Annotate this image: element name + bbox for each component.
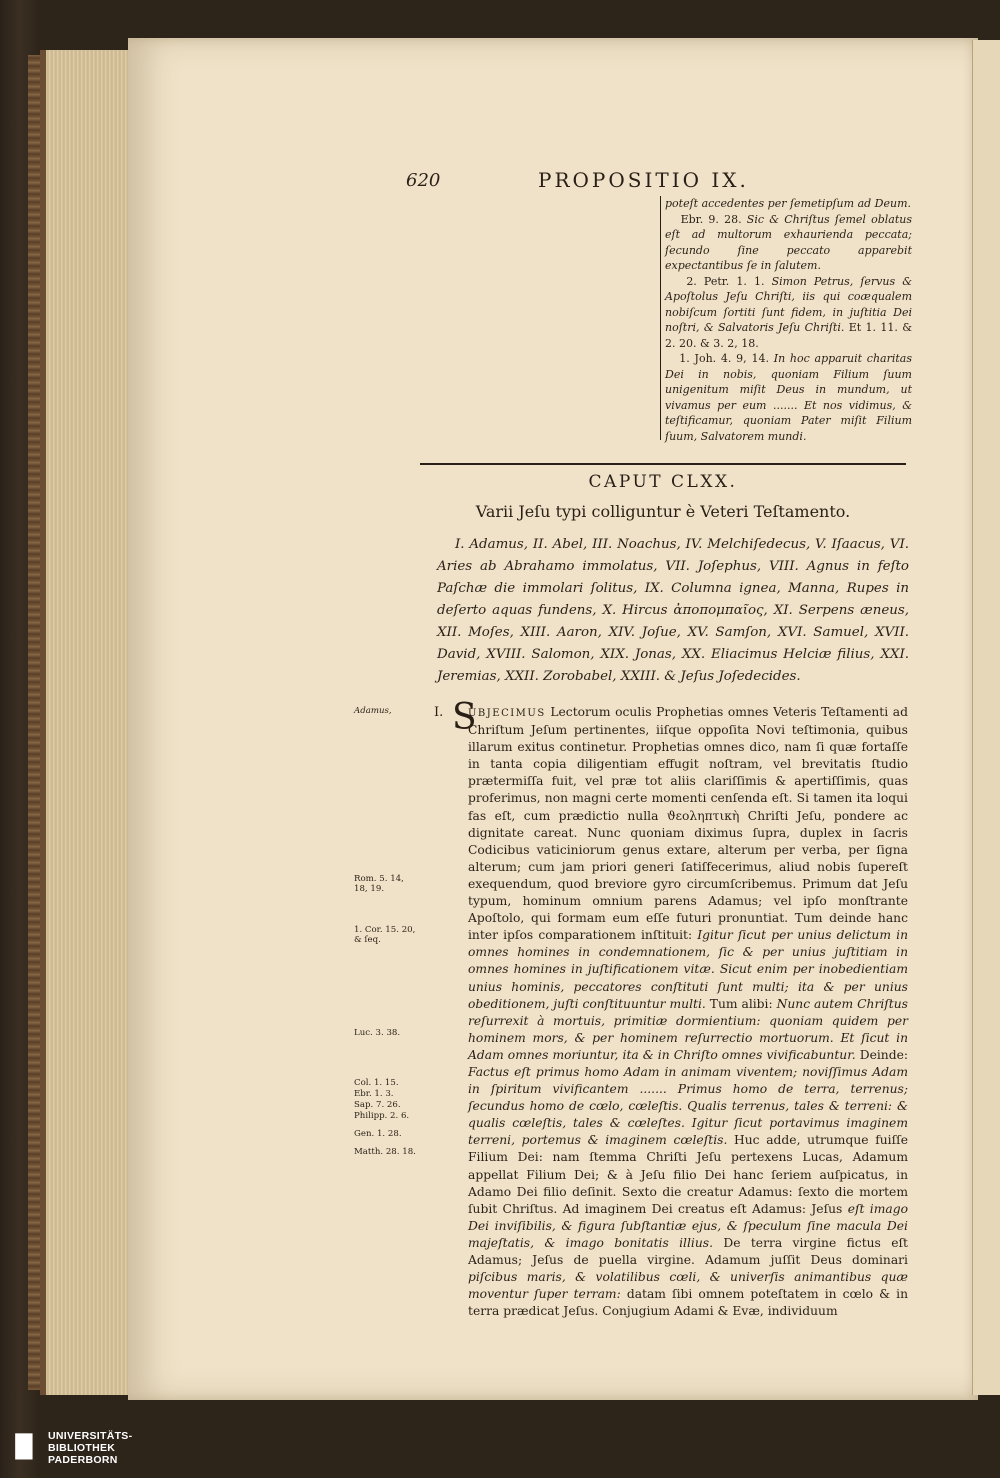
continued-citations-block [660,196,913,443]
citation-ref: 1. Joh. 4. 9, 14. [679,352,769,365]
citation-line: poteſt accedentes per ſemetipſum ad Deum. [665,197,912,210]
quotation: Nunc autem Chriſtus reſurrexit à mortuis, primitiæ dormientium: quoniam quidem per hominem mors, & per hominem reſurrectio mortuorum. Et ſicut in Adam omnes moriuntur, ita & in Chriſto omnes vivificabuntur. [468,996,908,1062]
citation-text: Sic & Chriſtus ſemel oblatus eſt ad multorum exhaurienda peccata; ſecundo ſine peccato apparebit expectantibus ſe in ſalutem. [665,212,913,272]
citation-ref: Ebr. 9. 28. [680,212,742,226]
facing-page-edge [972,40,1000,1395]
body-text-run: Deinde: [859,1047,908,1062]
drop-cap: S [452,697,477,738]
chapter-rule [420,463,906,465]
library-logo-icon: █ [15,1435,33,1460]
margin-note-philipp: Philipp. 2. 6. [354,1111,410,1121]
running-head: PROPOSITIO IX. [538,168,749,192]
logo-line: UNIVERSITÄTS- [48,1430,133,1442]
citation-text: In hoc apparuit charitas Dei in nobis, quoniam Filium ſuum unigenitum miſit Deus in mundum, ut vivamus per eum ....... Et nos vidimus, & teſtificamur, quoniam Pater miſit Filium ſuum, Salvatorem mundi. [665,352,912,443]
margin-note-adamus: Adamus, [354,706,392,716]
quotation: Factus eſt primus homo Adam in animam viventem; noviſſimus Adam in ſpiritum vivificantem ....... Primus homo de terra, terrenus; ſecundus homo de cœlo, cœleſtis. Qualis terrenus, tales & terreni: & qualis cœleſtis, tales & cœleſtes. Igitur ſicut portavimus imaginem terreni, portemus & imaginem cœleſtis. [468,1064,908,1148]
body-text-run: datam ſibi omnem poteſtatem in cœlo & in terra prædicat Jeſus. Conjugium Adami & Evæ, individuum [468,1287,908,1319]
margin-note-luc: Luc. 3. 38. [354,1028,401,1038]
body-text-run: Tum alibi: [709,996,773,1011]
citation-ebr [665,212,912,274]
body-text-run: Huc adde, utrumque fuiſſe Filium Dei: nam ſtemma Chriſti Jeſu pertexens Lucas, Adamum appellat Filium Dei; & à Jeſu filio Dei hanc ſeriem auſpicatus, in Adamo Dei filio deſinit. Sexto die creatur Adamus: ſexto die mortem ſubit Chriſtus. Ad imaginem Dei creatus eſt Adamus: Jeſus [468,1133,908,1216]
margin-note-matth: Matth. 28. 18. [354,1147,416,1157]
citation-petr [665,274,912,352]
small-caps-word: UBJECIMUS [468,708,546,719]
margin-note-col: Col. 1. 15. [354,1078,399,1088]
margin-note-rom: Rom. 5. 14, 18, 19. [354,874,404,894]
summary-text: I. Adamus, II. Abel, III. Noachus, IV. Melchiſedecus, V. Iſaacus, VI. Aries ab Abrahamo immolatus, VII. Joſephus, VIII. Agnus in feſto Paſchæ die immolari ſolitus, IX. Columna ignea, Manna, Rupes in deſerto aquas fundens, X. Hircus ἀποπομπαῖος, XI. Serpens æneus, XII. Moſes, XIII. Aaron, XIV. Joſue, XV. Samſon, XVI. Samuel, XVII. David, XVIII. Salomon, XIX. Jonas, XX. Eliacimus Helciæ filius, XXI. Jeremias, XXII. Zorobabel, XXIII. & Jeſus Joſedecides. [437,537,909,684]
page-header [400,166,800,192]
citation-ref: Et 1. 11. & 2. 20. & 3. 2, 18. [665,321,912,350]
logo-line: BIBLIOTHEK [48,1442,116,1454]
page-edges [40,50,132,1395]
chapter-summary [437,534,909,688]
body-text [420,704,908,1320]
quotation: eſt imago Dei inviſibilis, & figura ſubſtantiæ ejus, & ſpeculum ſine macula Dei majeſtatis, & imago bonitatis illius. [468,1201,908,1250]
citation-text: Simon Petrus, ſervus & Apoſtolus Jeſu Chriſti, iis qui coæqualem nobiſcum ſortiti ſunt fidem, in juſtitia Dei noſtri, & Salvatoris Jeſu Chriſti. [665,274,913,334]
margin-note-sap: Sap. 7. 26. [354,1100,401,1110]
library-logo [0,1422,200,1478]
section-numeral: I. [434,705,444,720]
quotation: piſcibus maris, & volatilibus cœli, & univerſis animantibus quæ moventur ſuper terram: [468,1270,908,1302]
body-text-run: Lectorum oculis Prophetias omnes Veteris Teſtamenti ad Chriſtum Jeſum pertinentes, iiſque oppoſita Novi teſtimonia, quibus illarum exitus continetur. Prophetias omnes dico, nam ſi quæ fortaſſe in tanta copia diligentiam effugit noſtram, vel brevitatis ſtudio prætermiſſa fuit, vel præ tot aliis clariſſimis & apertiſſimis, quas proferimus, non magni certe momenti cenſenda eſt. Si tamen ita loqui fas eſt, cum prædictio nulla ϑεοληπτικὴ Chriſti Jeſu, pondere ac dignitate careat. Nunc quoniam diximus ſupra, duplex in ſacris Codicibus vaticiniorum genus extare, alterum per verba, per ſigna alterum; cum jam priori generi ſatiſfecerimus, aliud nobis ſupereſt exequendum, quod breviore gyro circumſcribemus. Primum dat Jeſu typum, hominum omnium parens Adamus; vel ipſo monſtrante Apoſtolo, qui formam eum eſſe futuri pronuntiat. Tum deinde hanc inter ipſos comparationem inſtituit: [468,705,908,943]
citation-joh [665,351,912,444]
chapter-title: CAPUT CLXX. [588,472,738,492]
margin-note-cor: 1. Cor. 15. 20, & ſeq. [354,925,416,945]
library-logo-text [48,1430,132,1466]
body-text-run: De terra virgine fictus eſt Adamus; Jeſus de puella virgine. Adamum juſſit Deus dominari [468,1235,908,1267]
body-paragraph [420,704,908,1320]
page-number: 620 [406,170,441,191]
logo-line: PADERBORN [48,1454,118,1466]
margin-note-ebr: Ebr. 1. 3. [354,1089,394,1099]
citation-ref: 2. Petr. 1. 1. [686,274,765,288]
quotation: Igitur ſicut per unius delictum in omnes homines in condemnationem, ſic & per unius juſtitiam in omnes homines in juſtificationem vitæ. Sicut enim per inobedientiam unius hominis, peccatores conſtituti ſunt multi; ita & per unius obeditionem, juſti conſtituuntur multi. [468,928,908,1011]
chapter-subtitle: Varii Jeſu typi colliguntur è Veteri Teſtamento. [475,502,851,521]
margin-note-gen: Gen. 1. 28. [354,1129,402,1139]
